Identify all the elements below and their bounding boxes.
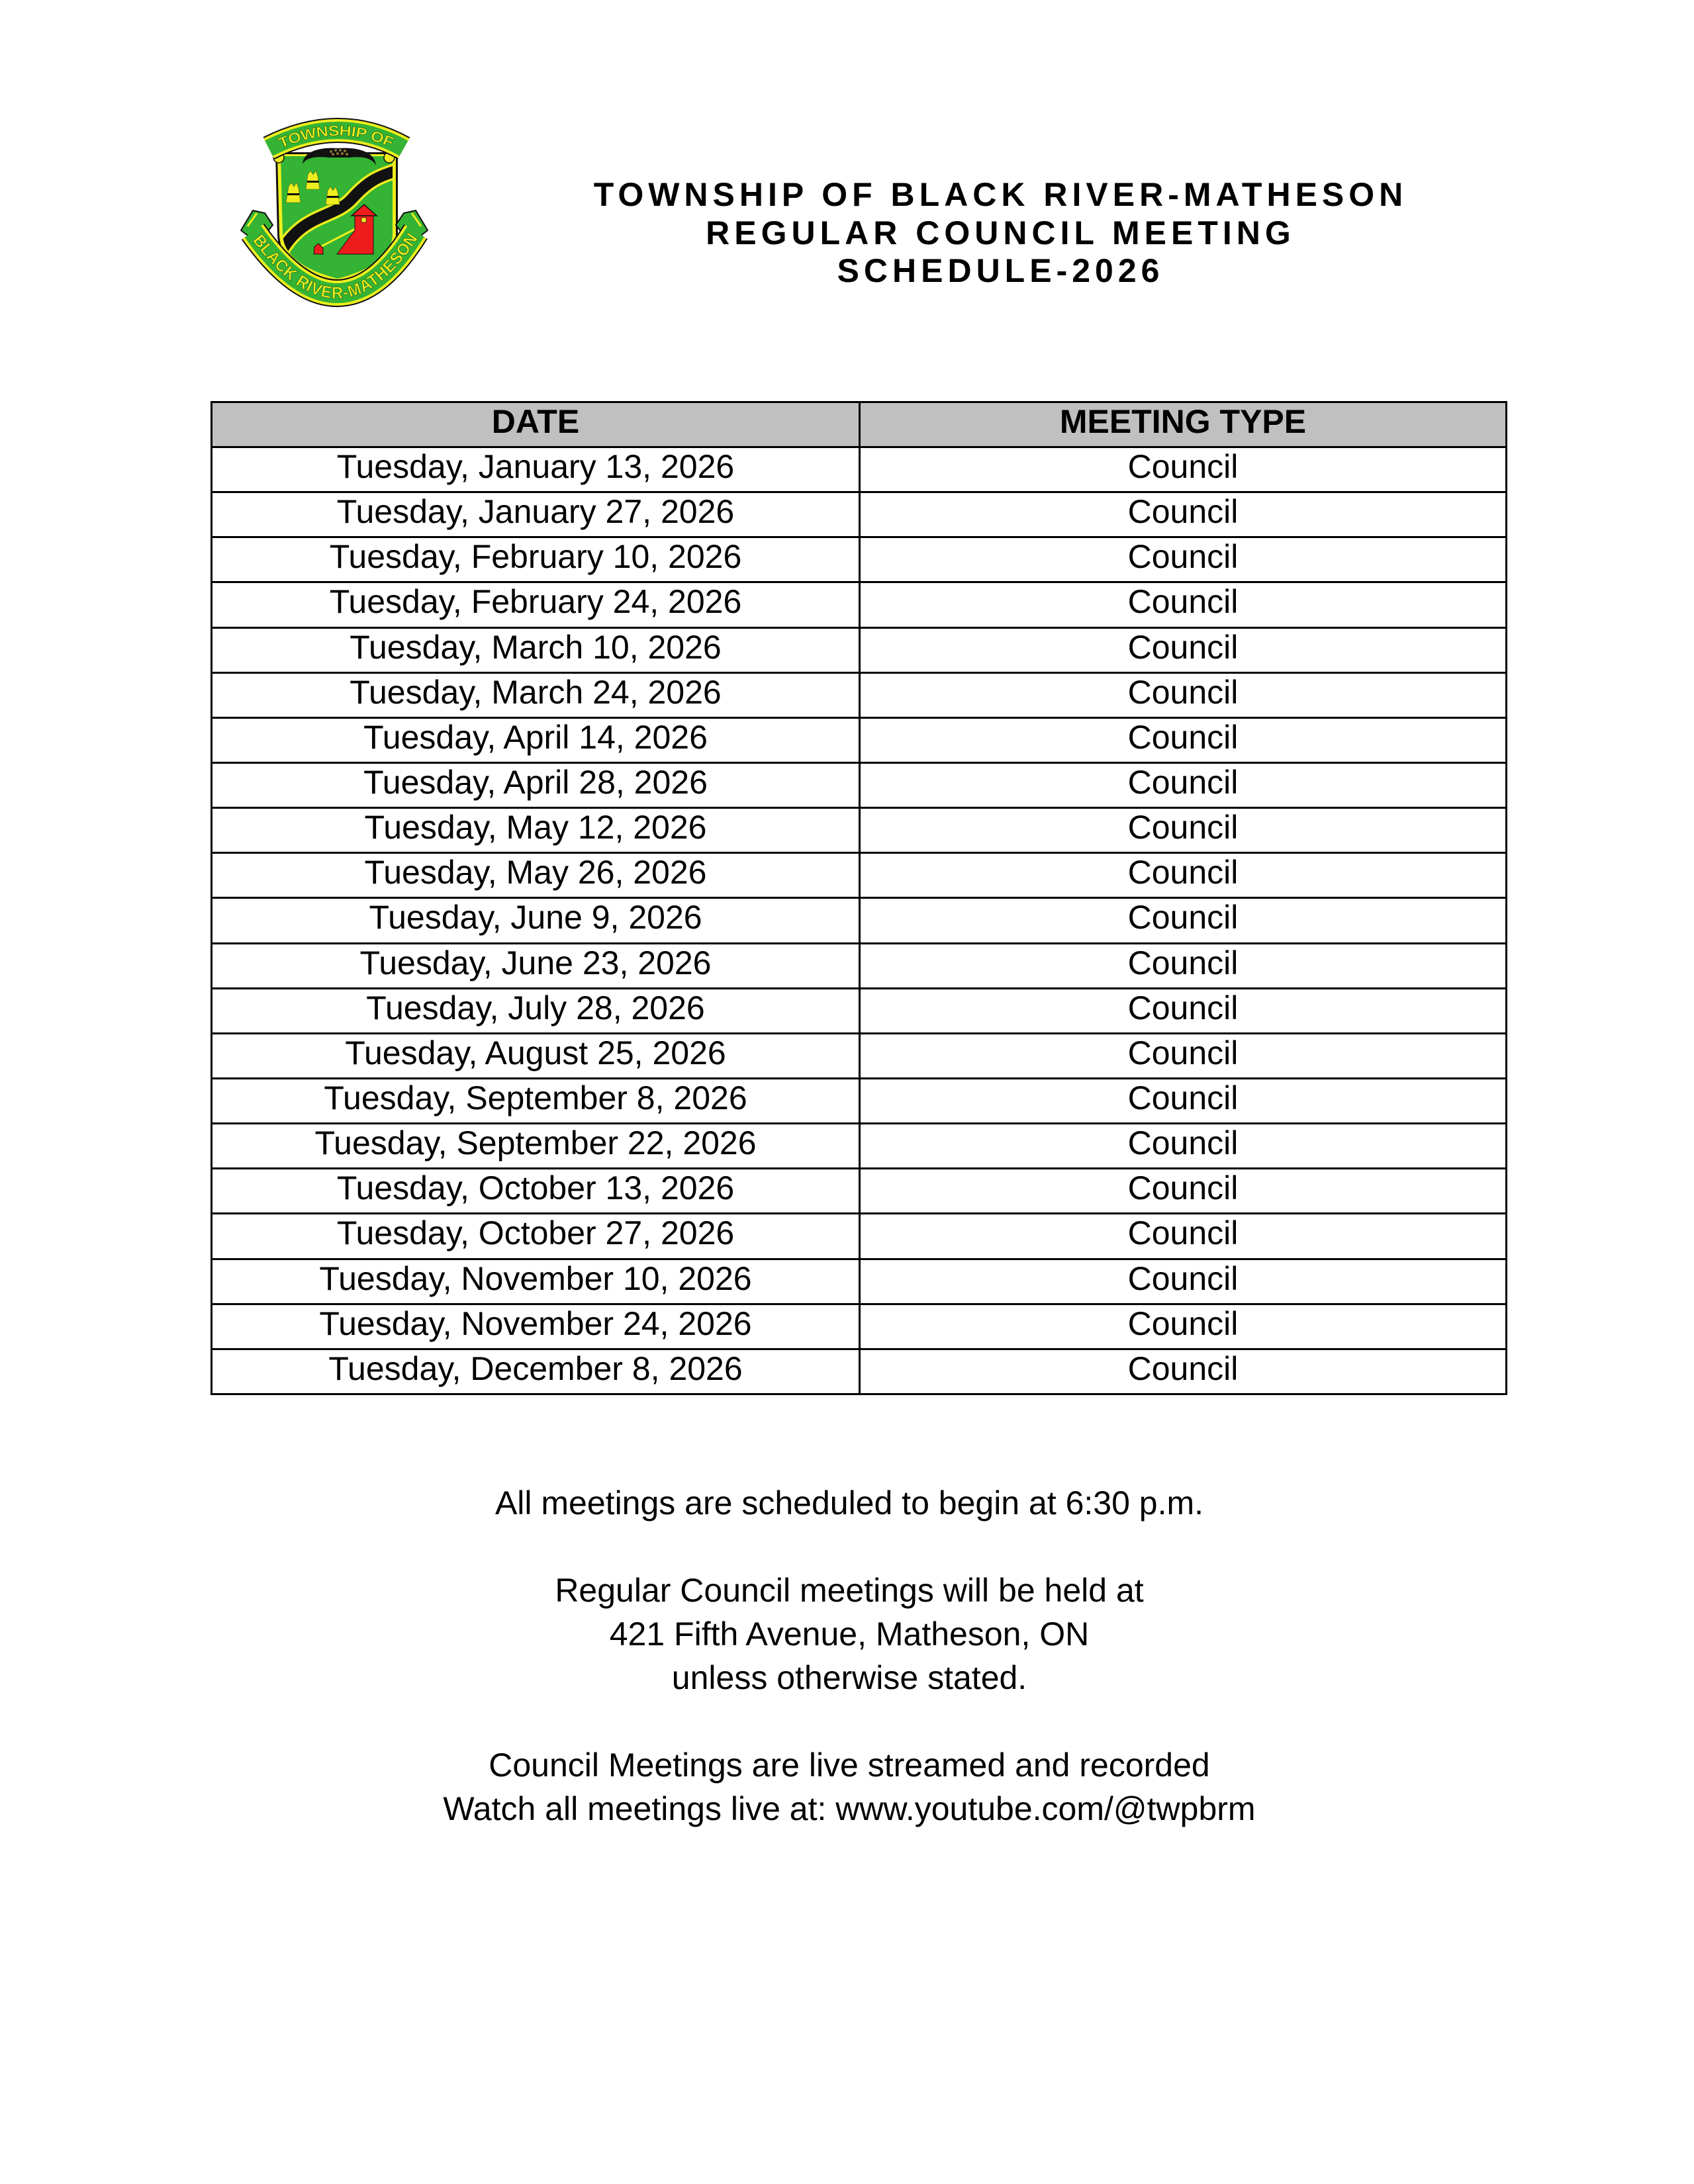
youtube-link[interactable]: www.youtube.com/@twpbrm [835, 1790, 1256, 1827]
crest-top-textpath: TOWNSHIP OF [275, 122, 395, 152]
date-cell: Tuesday, July 28, 2026 [366, 989, 705, 1026]
date-cell: Tuesday, April 14, 2026 [363, 718, 708, 756]
table-row [212, 897, 1505, 942]
date-cell: Tuesday, November 10, 2026 [319, 1259, 752, 1297]
meeting-type-cell: Council [859, 1305, 1505, 1348]
meeting-type-cell: Council [859, 989, 1505, 1032]
table-row [212, 762, 1505, 807]
date-cell: Tuesday, September 22, 2026 [314, 1124, 757, 1162]
table-row [212, 536, 1505, 581]
table-row [212, 581, 1505, 626]
title-line-meeting: REGULAR COUNCIL MEETING [706, 214, 1295, 251]
date-cell: Tuesday, January 27, 2026 [336, 493, 735, 531]
stream-note: Council Meetings are live streamed and recorded [489, 1747, 1210, 1784]
date-cell: Tuesday, June 23, 2026 [359, 944, 712, 981]
window-icon [361, 218, 366, 222]
start-time-note: All meetings are scheduled to begin at 6:30 p.m. [494, 1484, 1204, 1522]
meeting-type-cell: Council [859, 1214, 1505, 1257]
spacer [187, 1525, 1511, 1569]
meeting-type-cell: Council [859, 764, 1505, 807]
crest-svg [238, 114, 430, 309]
date-cell: Tuesday, November 24, 2026 [319, 1304, 752, 1342]
table-row [212, 446, 1505, 491]
date-cell: Tuesday, August 25, 2026 [345, 1034, 726, 1071]
table-row [212, 717, 1505, 762]
table-row [212, 987, 1505, 1032]
meeting-type-cell: Council [859, 538, 1505, 581]
title-line-schedule: SCHEDULE-2026 [837, 252, 1164, 289]
title-line-township: TOWNSHIP OF BLACK RIVER-MATHESON [593, 176, 1408, 213]
table-row [212, 1167, 1505, 1212]
meeting-type-cell: Council [859, 1124, 1505, 1167]
meeting-type-cell: Council [859, 1034, 1505, 1077]
meeting-type-cell: Council [859, 583, 1505, 626]
meeting-type-cell: Council [859, 1350, 1505, 1393]
table-row [212, 1122, 1505, 1167]
location-note-line: Regular Council meetings will be held at [555, 1572, 1144, 1609]
date-cell: Tuesday, March 24, 2026 [350, 673, 722, 711]
date-cell: Tuesday, March 10, 2026 [350, 628, 722, 666]
date-cell: Tuesday, May 12, 2026 [364, 809, 707, 846]
table-row [212, 1348, 1505, 1393]
meeting-type-cell: Council [859, 809, 1505, 852]
date-cell: Tuesday, January 13, 2026 [336, 448, 735, 485]
watch-note-prefix: Watch all meetings live at: [443, 1790, 836, 1827]
table-row [212, 491, 1505, 536]
table-row [212, 942, 1505, 987]
watch-note [187, 1787, 1511, 1831]
date-cell: Tuesday, October 13, 2026 [336, 1169, 735, 1207]
table-row [212, 1077, 1505, 1122]
date-cell: Tuesday, February 10, 2026 [329, 538, 742, 576]
meeting-type-cell: Council [859, 944, 1505, 987]
date-cell: Tuesday, February 24, 2026 [329, 583, 742, 621]
spacer [187, 1700, 1511, 1743]
meeting-type-cell: Council [859, 719, 1505, 762]
crest-bottom-textpath: BLACK RIVER-MATHESON [249, 229, 422, 303]
location-address: 421 Fifth Avenue, Matheson, ON [609, 1615, 1090, 1653]
table-row [212, 852, 1505, 897]
table-row [212, 672, 1505, 717]
table-header-row [212, 403, 1505, 446]
meeting-notes [187, 1481, 1511, 1831]
schedule-table [211, 401, 1507, 1395]
table-row [212, 1032, 1505, 1077]
meeting-type-cell: Council [859, 854, 1505, 897]
date-cell: Tuesday, September 8, 2026 [324, 1079, 747, 1116]
table-row [212, 807, 1505, 852]
table-row [212, 1258, 1505, 1303]
date-cell: Tuesday, April 28, 2026 [363, 763, 708, 801]
meeting-type-cell: Council [859, 1260, 1505, 1303]
township-crest-logo [238, 114, 430, 309]
date-cell: Tuesday, June 9, 2026 [369, 899, 702, 936]
location-note-line: unless otherwise stated. [671, 1659, 1027, 1696]
date-cell: Tuesday, December 8, 2026 [328, 1349, 743, 1387]
date-cell: Tuesday, October 27, 2026 [336, 1214, 735, 1252]
meeting-type-cell: Council [859, 629, 1505, 672]
column-header-date: DATE [491, 403, 580, 440]
meeting-type-cell: Council [859, 1079, 1505, 1122]
meeting-type-cell: Council [859, 493, 1505, 536]
table-row [212, 627, 1505, 672]
meeting-type-cell: Council [859, 448, 1505, 491]
table-row [212, 1303, 1505, 1348]
table-row [212, 1212, 1505, 1257]
date-cell: Tuesday, May 26, 2026 [364, 854, 707, 891]
meeting-type-cell: Council [859, 1169, 1505, 1212]
document-title [535, 176, 1462, 291]
meeting-type-cell: Council [859, 899, 1505, 942]
meeting-type-cell: Council [859, 674, 1505, 717]
column-header-meeting-type: MEETING TYPE [859, 403, 1505, 446]
